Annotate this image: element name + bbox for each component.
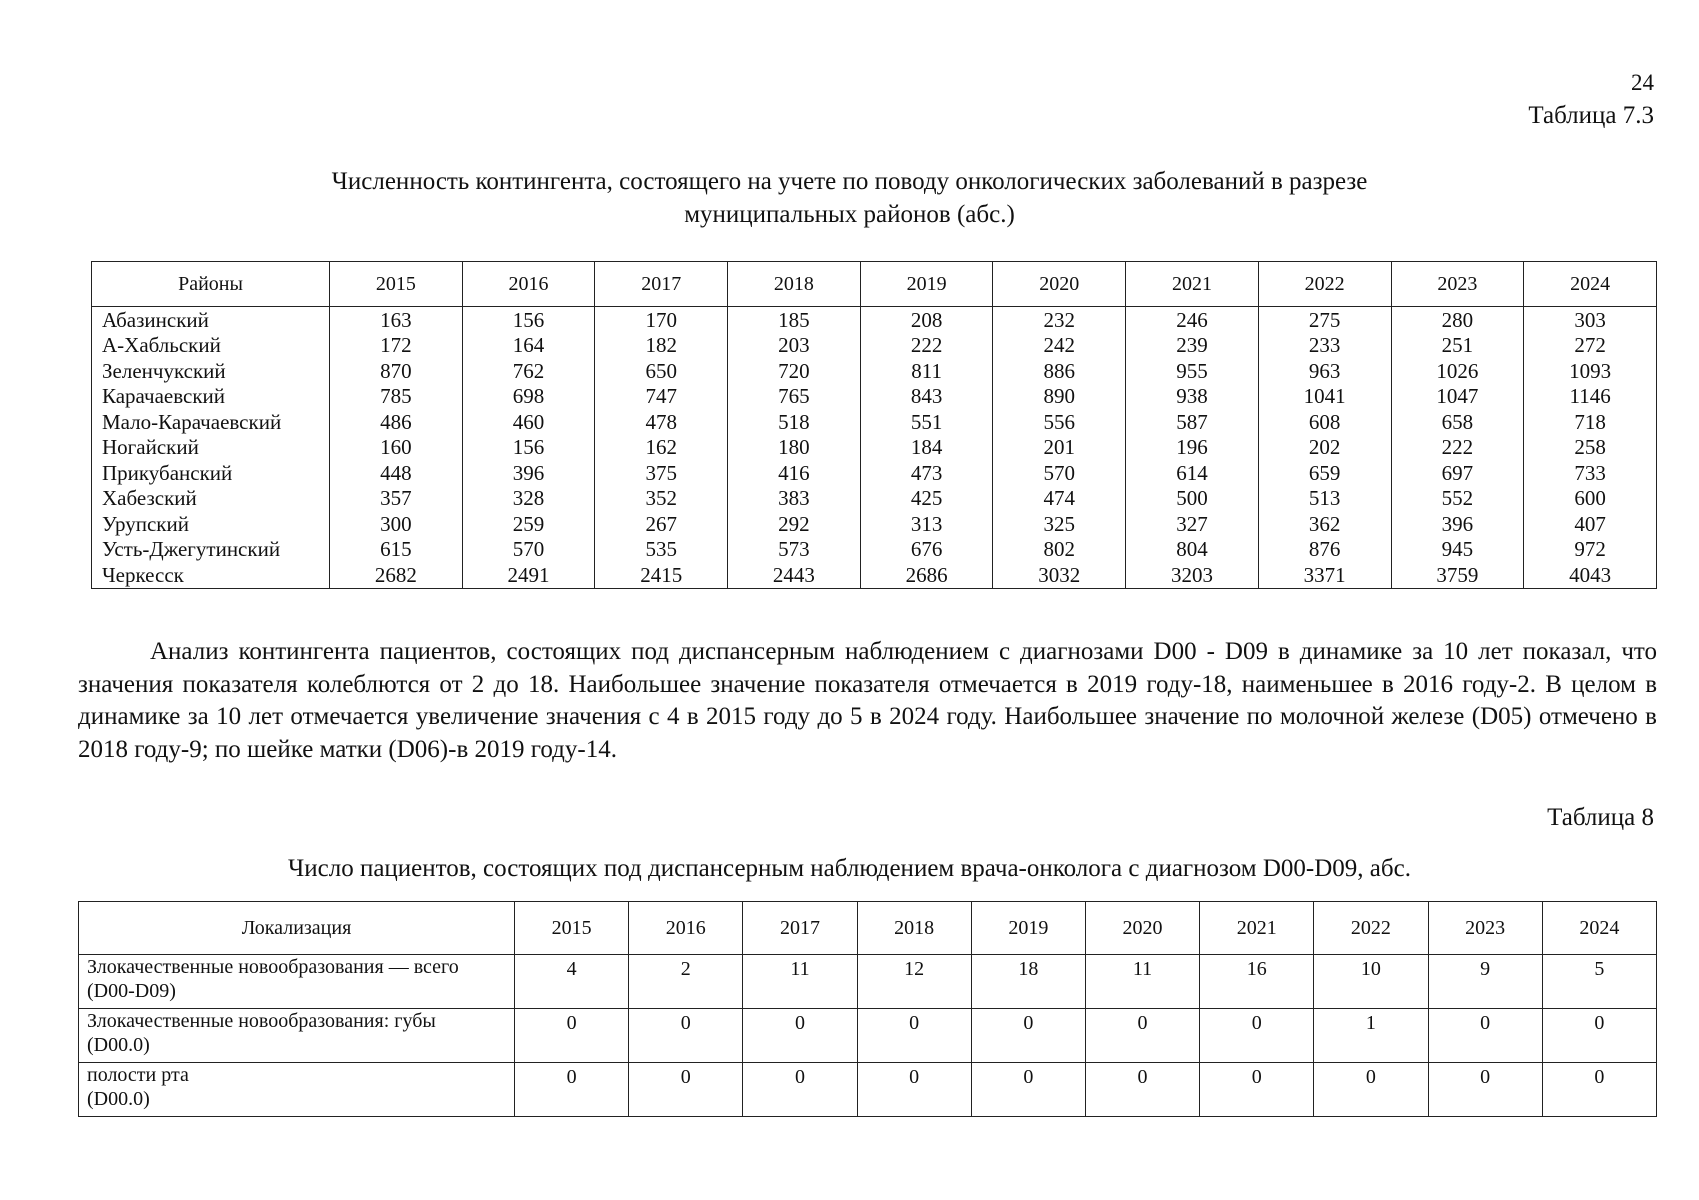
value-cell: 357 <box>330 486 463 512</box>
column-header-year: 2024 <box>1542 902 1656 955</box>
value-cell: 185 <box>728 307 861 333</box>
table-row <box>92 562 1657 588</box>
column-header-year: 2017 <box>743 902 857 955</box>
table-row <box>79 1009 1657 1063</box>
value-cell: 963 <box>1258 358 1391 384</box>
d00-d09-table-body <box>79 955 1657 1117</box>
value-cell: 676 <box>860 537 993 563</box>
value-cell: 718 <box>1524 409 1657 435</box>
value-cell: 4043 <box>1524 562 1657 588</box>
value-cell: 180 <box>728 435 861 461</box>
value-cell: 9 <box>1428 955 1542 1009</box>
table-row <box>92 384 1657 410</box>
column-header-year: 2018 <box>728 262 861 307</box>
value-cell: 0 <box>629 1009 743 1063</box>
value-cell: 0 <box>1200 1009 1314 1063</box>
value-cell: 478 <box>595 409 728 435</box>
value-cell: 170 <box>595 307 728 333</box>
value-cell: 258 <box>1524 435 1657 461</box>
value-cell: 843 <box>860 384 993 410</box>
value-cell: 614 <box>1126 460 1259 486</box>
value-cell: 352 <box>595 486 728 512</box>
value-cell: 202 <box>1258 435 1391 461</box>
value-cell: 650 <box>595 358 728 384</box>
value-cell: 955 <box>1126 358 1259 384</box>
value-cell: 11 <box>743 955 857 1009</box>
value-cell: 573 <box>728 537 861 563</box>
table-8-caption: Таблица 8 <box>1547 804 1654 831</box>
value-cell: 785 <box>330 384 463 410</box>
localization-line: (D00.0) <box>87 1034 150 1056</box>
value-cell: 570 <box>993 460 1126 486</box>
value-cell: 486 <box>330 409 463 435</box>
value-cell: 460 <box>462 409 595 435</box>
value-cell: 2491 <box>462 562 595 588</box>
column-header-year: 2024 <box>1524 262 1657 307</box>
column-header-year: 2018 <box>857 902 971 955</box>
value-cell: 375 <box>595 460 728 486</box>
district-name-cell: Хабезский <box>92 486 330 512</box>
d00-d09-table <box>78 901 1657 1117</box>
districts-table-header <box>92 262 1657 307</box>
districts-table-body <box>92 307 1657 589</box>
localization-cell <box>79 1063 515 1117</box>
value-cell: 0 <box>743 1063 857 1117</box>
value-cell: 890 <box>993 384 1126 410</box>
value-cell: 328 <box>462 486 595 512</box>
value-cell: 156 <box>462 307 595 333</box>
value-cell: 0 <box>857 1009 971 1063</box>
column-header-localization: Локализация <box>79 902 515 955</box>
value-cell: 659 <box>1258 460 1391 486</box>
value-cell: 697 <box>1391 460 1524 486</box>
localization-line: (D00-D09) <box>87 980 176 1002</box>
value-cell: 313 <box>860 511 993 537</box>
table-8-title: Число пациентов, состоящих под диспансерным наблюдением врача-онколога с диагнозом D00-D09, абс. <box>288 855 1411 882</box>
column-header-year: 2015 <box>515 902 629 955</box>
table-row <box>92 435 1657 461</box>
table-row <box>92 486 1657 512</box>
value-cell: 163 <box>330 307 463 333</box>
value-cell: 16 <box>1200 955 1314 1009</box>
table-row <box>92 307 1657 333</box>
localization-line: полости рта <box>87 1064 189 1086</box>
value-cell: 0 <box>1085 1063 1199 1117</box>
value-cell: 945 <box>1391 537 1524 563</box>
value-cell: 425 <box>860 486 993 512</box>
district-name-cell: Ногайский <box>92 435 330 461</box>
column-header-year: 2015 <box>330 262 463 307</box>
value-cell: 5 <box>1542 955 1656 1009</box>
table-7-3-caption: Таблица 7.3 <box>1528 102 1654 129</box>
value-cell: 0 <box>1428 1063 1542 1117</box>
value-cell: 747 <box>595 384 728 410</box>
value-cell: 0 <box>1542 1063 1656 1117</box>
value-cell: 160 <box>330 435 463 461</box>
table-row <box>92 460 1657 486</box>
page-number: 24 <box>1631 70 1654 95</box>
column-header-year: 2019 <box>971 902 1085 955</box>
value-cell: 246 <box>1126 307 1259 333</box>
column-header-year: 2023 <box>1391 262 1524 307</box>
table-row <box>92 358 1657 384</box>
column-header-year: 2023 <box>1428 902 1542 955</box>
value-cell: 11 <box>1085 955 1199 1009</box>
districts-table <box>91 261 1657 589</box>
district-name-cell: Урупский <box>92 511 330 537</box>
table-row <box>92 511 1657 537</box>
value-cell: 208 <box>860 307 993 333</box>
value-cell: 396 <box>1391 511 1524 537</box>
value-cell: 280 <box>1391 307 1524 333</box>
column-header-year: 2016 <box>462 262 595 307</box>
table-row <box>92 409 1657 435</box>
value-cell: 876 <box>1258 537 1391 563</box>
localization-cell <box>79 955 515 1009</box>
value-cell: 720 <box>728 358 861 384</box>
value-cell: 272 <box>1524 333 1657 359</box>
column-header-year: 2022 <box>1258 262 1391 307</box>
value-cell: 3759 <box>1391 562 1524 588</box>
value-cell: 0 <box>515 1063 629 1117</box>
district-name-cell: А-Хабльский <box>92 333 330 359</box>
value-cell: 535 <box>595 537 728 563</box>
value-cell: 222 <box>1391 435 1524 461</box>
value-cell: 0 <box>1314 1063 1428 1117</box>
value-cell: 804 <box>1126 537 1259 563</box>
column-header-year: 2021 <box>1126 262 1259 307</box>
column-header-year: 2022 <box>1314 902 1428 955</box>
localization-cell <box>79 1009 515 1063</box>
value-cell: 222 <box>860 333 993 359</box>
value-cell: 251 <box>1391 333 1524 359</box>
column-header-year: 2020 <box>1085 902 1199 955</box>
value-cell: 0 <box>971 1063 1085 1117</box>
value-cell: 0 <box>1200 1063 1314 1117</box>
d00-d09-table-header <box>79 902 1657 955</box>
value-cell: 12 <box>857 955 971 1009</box>
column-header-districts: Районы <box>92 262 330 307</box>
value-cell: 267 <box>595 511 728 537</box>
value-cell: 972 <box>1524 537 1657 563</box>
table-7-3-title <box>20 165 1679 231</box>
value-cell: 162 <box>595 435 728 461</box>
value-cell: 156 <box>462 435 595 461</box>
value-cell: 2682 <box>330 562 463 588</box>
value-cell: 1041 <box>1258 384 1391 410</box>
value-cell: 0 <box>1085 1009 1199 1063</box>
value-cell: 658 <box>1391 409 1524 435</box>
table-row <box>79 955 1657 1009</box>
value-cell: 0 <box>1542 1009 1656 1063</box>
value-cell: 3032 <box>993 562 1126 588</box>
value-cell: 325 <box>993 511 1126 537</box>
value-cell: 448 <box>330 460 463 486</box>
value-cell: 10 <box>1314 955 1428 1009</box>
district-name-cell: Абазинский <box>92 307 330 333</box>
table-7-3-title-line: Численность контингента, состоящего на учете по поводу онкологических заболеваний в разрезе <box>331 168 1368 195</box>
value-cell: 396 <box>462 460 595 486</box>
value-cell: 600 <box>1524 486 1657 512</box>
localization-line: (D00.0) <box>87 1088 150 1110</box>
value-cell: 733 <box>1524 460 1657 486</box>
value-cell: 232 <box>993 307 1126 333</box>
value-cell: 407 <box>1524 511 1657 537</box>
value-cell: 184 <box>860 435 993 461</box>
value-cell: 196 <box>1126 435 1259 461</box>
value-cell: 473 <box>860 460 993 486</box>
value-cell: 292 <box>728 511 861 537</box>
value-cell: 2686 <box>860 562 993 588</box>
value-cell: 570 <box>462 537 595 563</box>
district-name-cell: Прикубанский <box>92 460 330 486</box>
value-cell: 556 <box>993 409 1126 435</box>
value-cell: 0 <box>743 1009 857 1063</box>
localization-line: Злокачественные новообразования — всего <box>87 956 459 978</box>
value-cell: 303 <box>1524 307 1657 333</box>
value-cell: 2443 <box>728 562 861 588</box>
value-cell: 615 <box>330 537 463 563</box>
column-header-year: 2017 <box>595 262 728 307</box>
value-cell: 1047 <box>1391 384 1524 410</box>
value-cell: 513 <box>1258 486 1391 512</box>
value-cell: 259 <box>462 511 595 537</box>
value-cell: 182 <box>595 333 728 359</box>
value-cell: 811 <box>860 358 993 384</box>
value-cell: 3371 <box>1258 562 1391 588</box>
header-row <box>79 902 1657 955</box>
value-cell: 201 <box>993 435 1126 461</box>
value-cell: 242 <box>993 333 1126 359</box>
value-cell: 474 <box>993 486 1126 512</box>
column-header-year: 2021 <box>1200 902 1314 955</box>
table-7-3-title-line: муниципальных районов (абс.) <box>684 201 1015 228</box>
column-header-year: 2019 <box>860 262 993 307</box>
value-cell: 886 <box>993 358 1126 384</box>
value-cell: 500 <box>1126 486 1259 512</box>
value-cell: 608 <box>1258 409 1391 435</box>
table-row <box>92 537 1657 563</box>
value-cell: 552 <box>1391 486 1524 512</box>
value-cell: 1 <box>1314 1009 1428 1063</box>
value-cell: 327 <box>1126 511 1259 537</box>
value-cell: 1146 <box>1524 384 1657 410</box>
value-cell: 233 <box>1258 333 1391 359</box>
value-cell: 0 <box>857 1063 971 1117</box>
value-cell: 698 <box>462 384 595 410</box>
district-name-cell: Усть-Джегутинский <box>92 537 330 563</box>
value-cell: 2415 <box>595 562 728 588</box>
district-name-cell: Карачаевский <box>92 384 330 410</box>
value-cell: 172 <box>330 333 463 359</box>
value-cell: 2 <box>629 955 743 1009</box>
value-cell: 762 <box>462 358 595 384</box>
value-cell: 416 <box>728 460 861 486</box>
value-cell: 0 <box>971 1009 1085 1063</box>
value-cell: 275 <box>1258 307 1391 333</box>
column-header-year: 2016 <box>629 902 743 955</box>
value-cell: 1093 <box>1524 358 1657 384</box>
value-cell: 164 <box>462 333 595 359</box>
value-cell: 383 <box>728 486 861 512</box>
table-row <box>92 333 1657 359</box>
value-cell: 870 <box>330 358 463 384</box>
value-cell: 938 <box>1126 384 1259 410</box>
table-row <box>79 1063 1657 1117</box>
value-cell: 765 <box>728 384 861 410</box>
value-cell: 518 <box>728 409 861 435</box>
value-cell: 802 <box>993 537 1126 563</box>
value-cell: 1026 <box>1391 358 1524 384</box>
value-cell: 0 <box>1428 1009 1542 1063</box>
analysis-paragraph: Анализ контингента пациентов, состоящих под диспансерным наблюдением с диагнозами D00 - D09 в динамике за 10 лет показал, что значения показателя колеблются от 2 до 18. Наибольшее значение показателя отмечается в 2019 году-18, наименьшее в 2016 году-2. В целом в динамике за 10 лет отмечается увеличение значения с 4 в 2015 году до 5 в 2024 году. Наибольшее значение по молочной железе (D05) отмечено в 2018 году-9; по шейке матки (D06)-в 2019 году-14. <box>78 638 1657 763</box>
value-cell: 551 <box>860 409 993 435</box>
value-cell: 239 <box>1126 333 1259 359</box>
column-header-year: 2020 <box>993 262 1126 307</box>
value-cell: 18 <box>971 955 1085 1009</box>
value-cell: 587 <box>1126 409 1259 435</box>
localization-line: Злокачественные новообразования: губы <box>87 1010 436 1032</box>
value-cell: 362 <box>1258 511 1391 537</box>
value-cell: 3203 <box>1126 562 1259 588</box>
value-cell: 0 <box>629 1063 743 1117</box>
district-name-cell: Мало-Карачаевский <box>92 409 330 435</box>
header-row <box>92 262 1657 307</box>
value-cell: 300 <box>330 511 463 537</box>
value-cell: 4 <box>515 955 629 1009</box>
district-name-cell: Зеленчукский <box>92 358 330 384</box>
value-cell: 0 <box>515 1009 629 1063</box>
district-name-cell: Черкесск <box>92 562 330 588</box>
value-cell: 203 <box>728 333 861 359</box>
